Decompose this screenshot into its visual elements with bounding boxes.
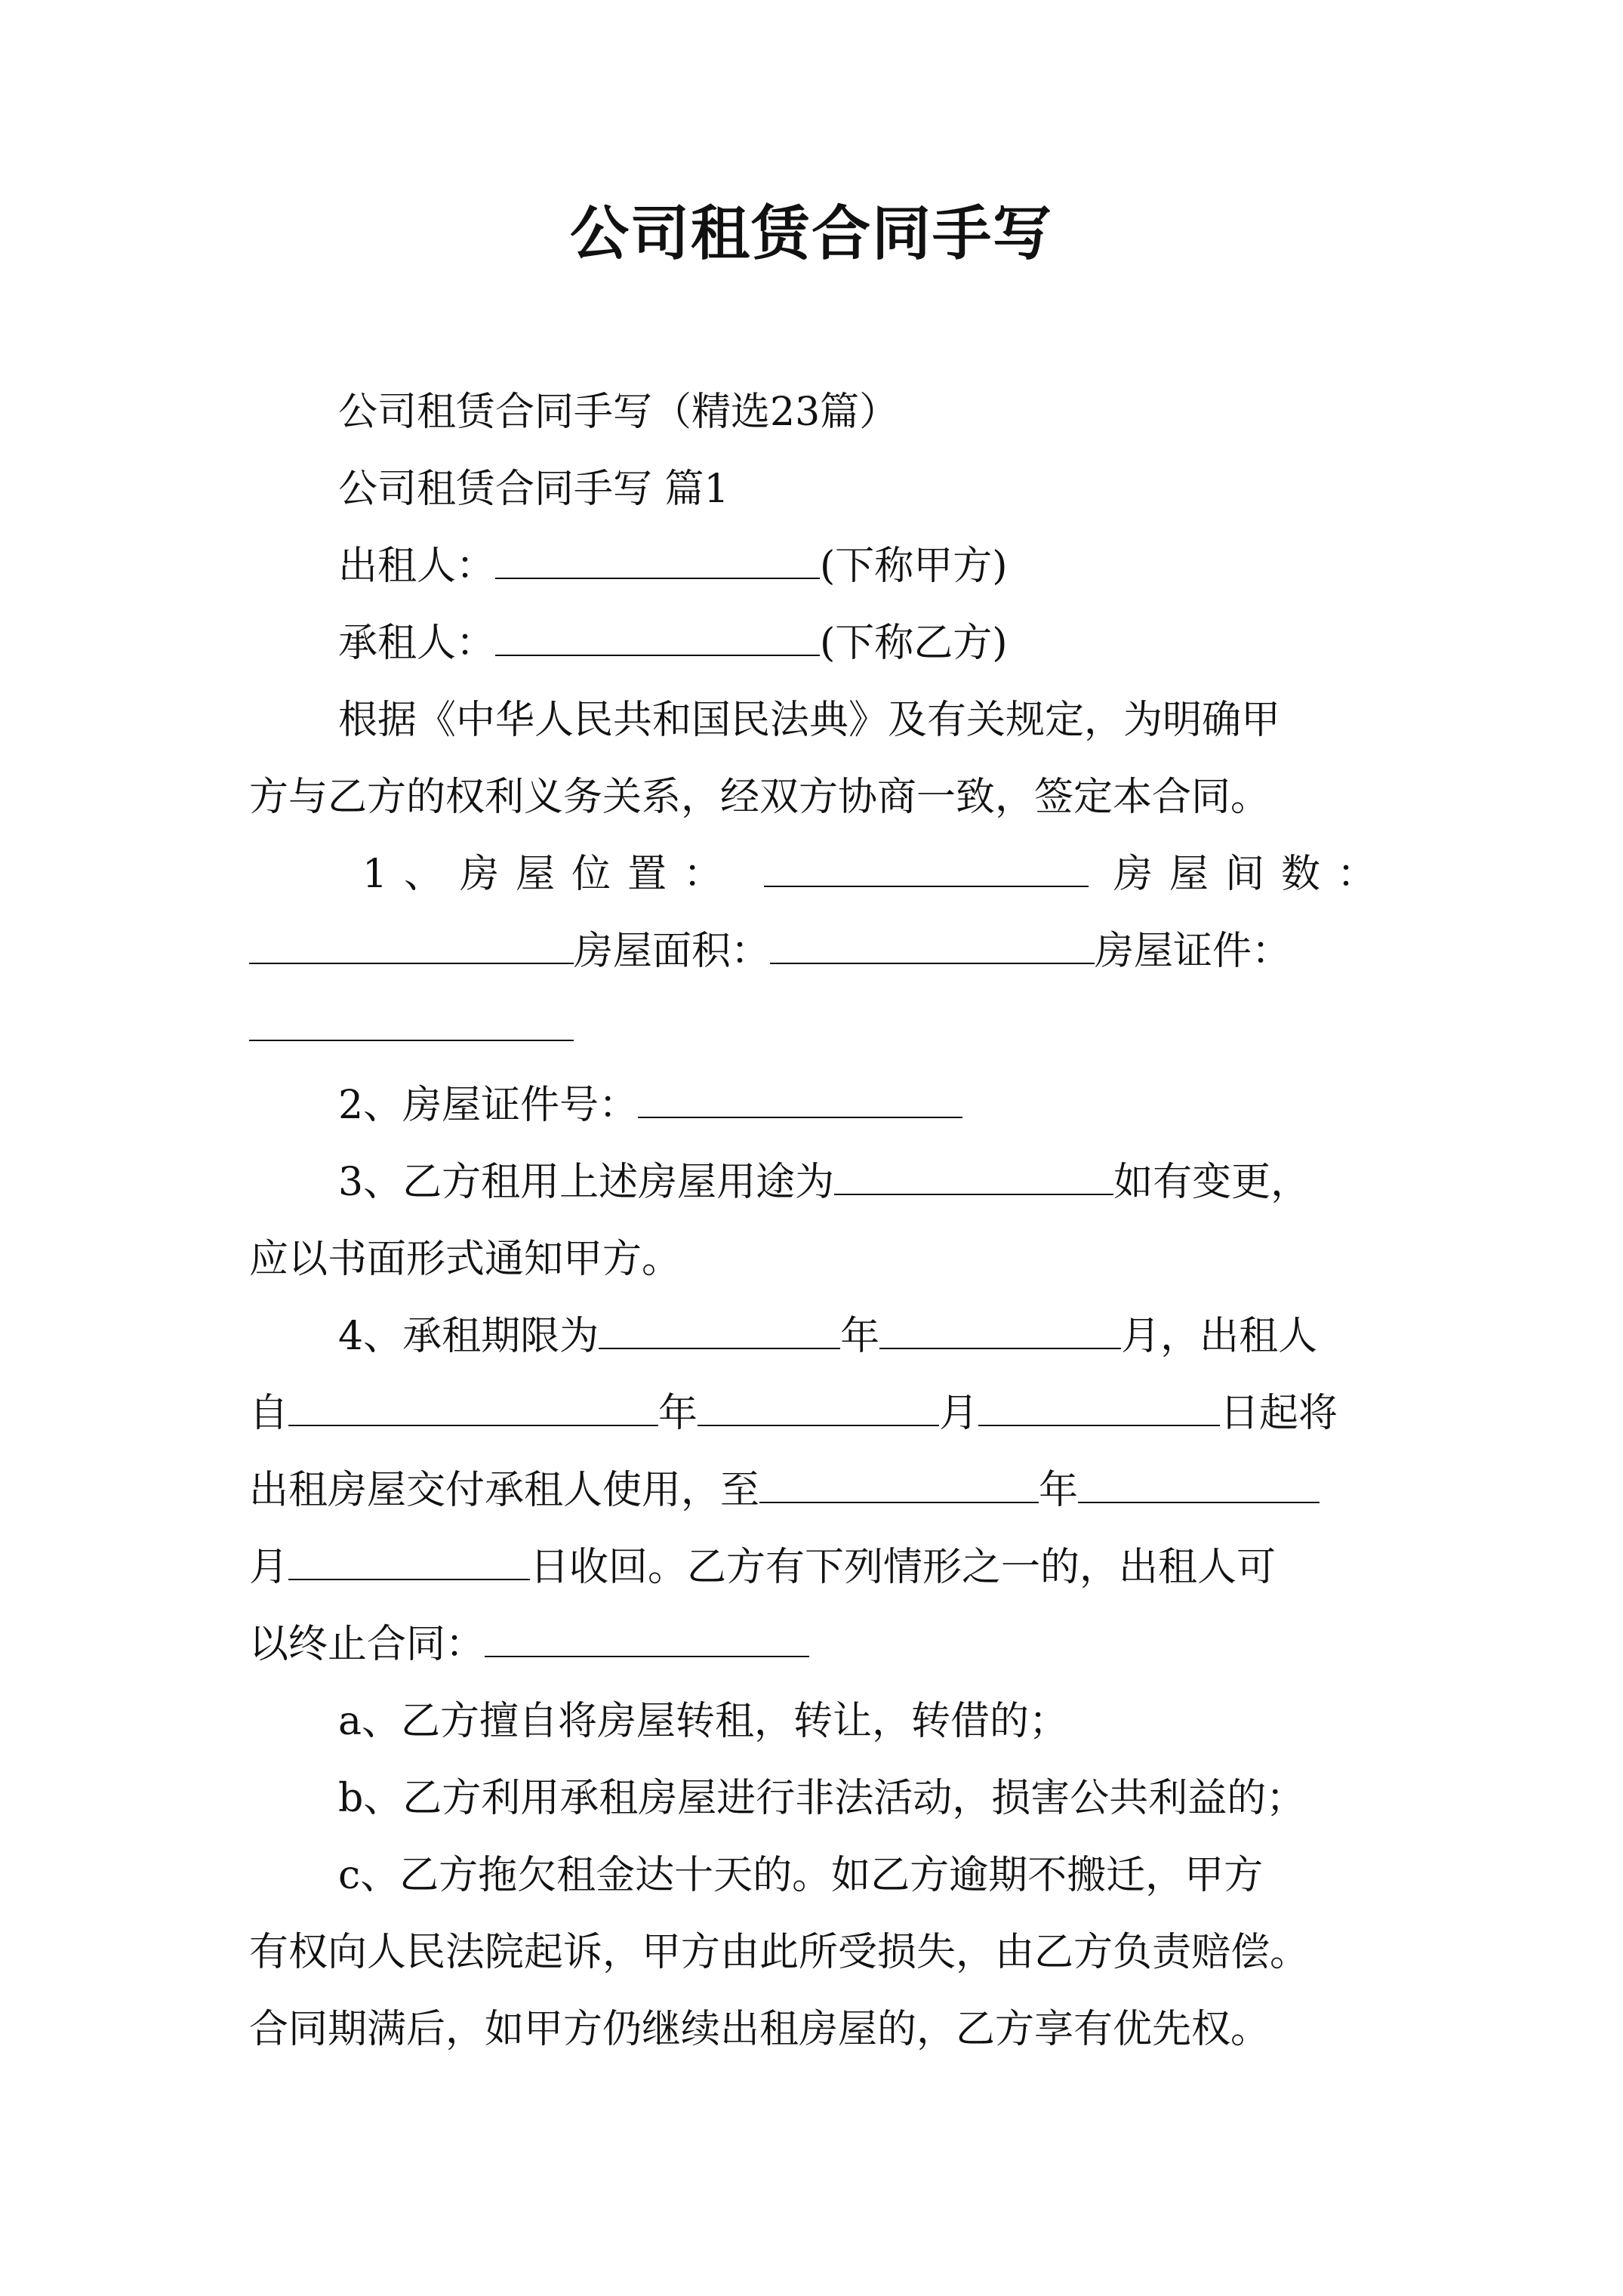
lessor-suffix: (下称甲方): [820, 544, 1008, 589]
item4-terminate: 以终止合同：: [249, 1622, 485, 1667]
clause-b-text: b、乙方利用承租房屋进行非法活动，损害公共利益的；: [338, 1776, 1306, 1821]
item1-location-blank[interactable]: [764, 843, 1089, 887]
item4-line-3: [249, 1452, 1393, 1529]
item4-from-day-blank[interactable]: [978, 1382, 1220, 1426]
clause-b: [249, 1760, 1393, 1837]
clause-c-3: [249, 1991, 1393, 2068]
item1-rooms-blank[interactable]: [249, 920, 574, 964]
item4-recover: 日收回。乙方有下列情形之一的，出租人可: [530, 1545, 1277, 1590]
item4-year-text: 年: [840, 1314, 880, 1359]
lessor-blank[interactable]: [495, 535, 820, 579]
document-title: 公司租赁合同手写: [569, 199, 1053, 268]
item4-month-blank[interactable]: [879, 1305, 1121, 1349]
basis-text-1: 根据《中华人民共和国民法典》及有关规定，为明确甲: [338, 698, 1281, 743]
subtitle-line: [249, 374, 1393, 451]
item4-to-month: 月: [249, 1545, 289, 1590]
basis-line-2: [249, 759, 1393, 836]
lessee-label: 承租人：: [338, 621, 496, 666]
item1-location-label: 1、房屋位置：: [362, 852, 740, 897]
item4-deliver: 出租房屋交付承租人使用，至: [249, 1468, 760, 1513]
item4-to-year-blank[interactable]: [759, 1459, 1039, 1503]
item4-line-1: [249, 1298, 1393, 1375]
section-heading: [249, 451, 1393, 528]
clause-a: [249, 1683, 1393, 1760]
item1-line-1: [249, 836, 1393, 913]
item1-cert-blank[interactable]: [249, 997, 574, 1041]
item2-blank[interactable]: [638, 1074, 962, 1118]
item3-change: 如有变更，: [1113, 1160, 1310, 1205]
item1-line-3: [249, 990, 1393, 1067]
basis-text-2: 方与乙方的权利义务关系，经双方协商一致，签定本合同。: [249, 775, 1270, 820]
lessor-line: [249, 528, 1393, 605]
item1-area-label: 房屋面积：: [574, 929, 771, 974]
item4-line-2: [249, 1375, 1393, 1452]
clause-c-1: [249, 1837, 1393, 1914]
item4-to-year: 年: [1039, 1468, 1079, 1513]
item3-usage-blank[interactable]: [834, 1151, 1113, 1195]
lessor-label: 出租人：: [338, 544, 496, 589]
item4-terminate-blank[interactable]: [485, 1613, 809, 1657]
item2-label: 2、房屋证件号：: [338, 1083, 639, 1128]
item4-from-year-blank[interactable]: [288, 1382, 658, 1426]
item3-notice: 应以书面形式通知甲方。: [249, 1237, 682, 1282]
clause-a-text: a、乙方擅自将房屋转租，转让，转借的；: [338, 1699, 1069, 1744]
clause-c-2: [249, 1914, 1393, 1991]
lessee-suffix: (下称乙方): [820, 621, 1008, 666]
item4-line-4: [249, 1529, 1393, 1606]
lessee-blank[interactable]: [495, 612, 820, 656]
subtitle-text: 公司租赁合同手写（精选23篇）: [338, 390, 899, 435]
item3-label: 3、乙方租用上述房屋用途为: [338, 1160, 835, 1205]
item4-to-day-blank[interactable]: [288, 1536, 530, 1580]
item1-line-2: [249, 913, 1393, 990]
item4-from-day: 日起将: [1220, 1391, 1338, 1436]
item4-from-year: 年: [658, 1391, 698, 1436]
item3-line-1: [249, 1144, 1393, 1221]
item4-to-month-blank[interactable]: [1078, 1459, 1320, 1503]
document-body: [249, 374, 1393, 2068]
item4-from-month: 月: [939, 1391, 979, 1436]
section-heading-text: 公司租赁合同手写 篇1: [338, 467, 729, 512]
item4-year-blank[interactable]: [599, 1305, 840, 1349]
basis-line-1: [249, 682, 1393, 759]
item4-from: 自: [249, 1391, 289, 1436]
clause-c-text-1: c、乙方拖欠租金达十天的。如乙方逾期不搬迁，甲方: [338, 1853, 1264, 1898]
lessee-line: [249, 605, 1393, 682]
item1-rooms-label: 房屋间数：: [1113, 852, 1393, 897]
item1-cert-label: 房屋证件：: [1095, 929, 1292, 974]
item3-line-2: [249, 1221, 1393, 1298]
item4-month-text: 月，出租人: [1121, 1314, 1318, 1359]
item4-line-5: [249, 1606, 1393, 1683]
item4-label: 4、承租期限为: [338, 1314, 599, 1359]
clause-c-text-3: 合同期满后，如甲方仍继续出租房屋的，乙方享有优先权。: [249, 2007, 1270, 2052]
clause-c-text-2: 有权向人民法院起诉，甲方由此所受损失，由乙方负责赔偿。: [249, 1930, 1310, 1975]
item1-area-blank[interactable]: [770, 920, 1095, 964]
item2-line: [249, 1067, 1393, 1144]
item4-from-month-blank[interactable]: [698, 1382, 939, 1426]
